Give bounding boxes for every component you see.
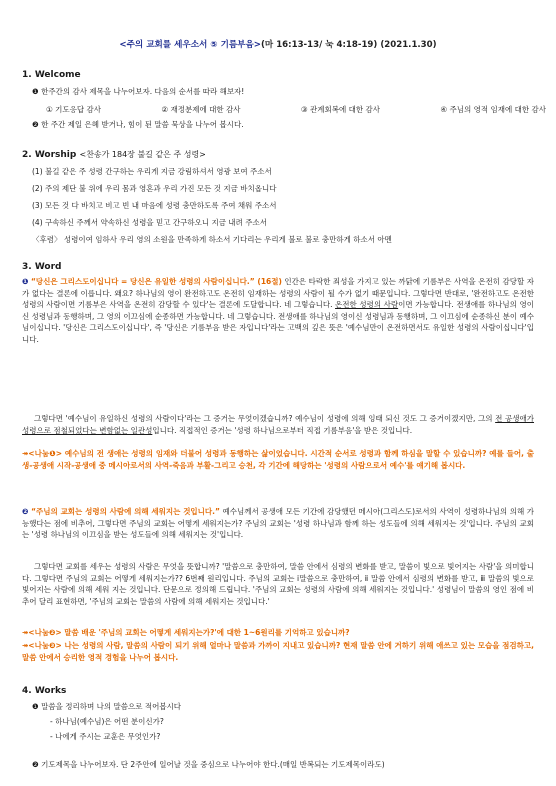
word-point-2 [22, 506, 534, 541]
works-question-2: - 나에게 주시는 교훈은 무엇인가? [50, 732, 161, 741]
works-question-1: - 하나님(예수님)은 어떤 분이신가? [50, 717, 164, 726]
point-1-text-a: 인간은 타락한 죄성을 가지고 있는 까닭에 기름부은 사역을 온전히 감당할 자가 없다는 결론에 이릅니다. 왜요? 하나님의 영이 완전하고도 온전히 임재하는 성령의 사람이 될 수가 없기 때문입니다. 그렇다면 반대로, '완전하고도 온전한 성령의 사람이면 기름부은 사역을 온전히 감당할 수 있다'는 결론에 도달합니다. 네 그렇습니다. [22, 277, 534, 310]
point-2-quote: “주님의 교회는 성령의 사람에 의해 세워지는 것입니다.” [31, 507, 220, 516]
welcome-option: ④ 주님의 영적 임재에 대한 감사 [440, 105, 546, 114]
point-2-marker: ❷ [22, 507, 29, 516]
welcome-line-2: ❷ 한 주간 제일 은혜 받거나, 힘이 된 말씀 묵상을 나누어 봅시다. [32, 120, 244, 129]
welcome-option: ① 기도응답 감사 [46, 105, 101, 114]
point-1-text-c: 그렇다면 '예수님이 유일하신 성령의 사람이다'라는 그 증거는 무엇이겠습니까? 예수님이 성령에 의해 잉태 되신 것도 그 증거이겠지만, 그의 [34, 414, 496, 423]
title-reference: (마 16:13-13/ 눅 4:18-19) (2021.1.30) [260, 40, 437, 50]
works-line-2: ❷ 기도제목을 나누어보자. 단 2주안에 일어날 것을 중심으로 나누어야 한다.(매일 반복되는 기도제목이라도) [32, 760, 385, 769]
word-point-1 [22, 276, 534, 346]
welcome-option: ② 재정분제에 대한 감사 [161, 105, 241, 114]
word-heading: 3. Word [22, 262, 62, 272]
worship-heading-text: 2. Worship [22, 150, 77, 160]
welcome-options [46, 104, 546, 115]
works-heading: 4. Works [22, 686, 67, 696]
point-1-text-b: 이면 가능합니다. 전생애를 하나님의 영이신 성령님과 동행하며, 그 영의 이끄심에 순종하면 가능합니다. 네 그렇습니다. 전생애를 하나님의 영이신 성령님과 동행하며, 그 이끄심에 순종하신 분이 예수님이십니다. '당신은 그리스도이십니다', 즉 '당신은 기름부음 받은 자입니다'라는 고백의 깊은 뜻은 '예수님만이 온전하면서도 유일한 성령의 사람이십니다'입니다. [22, 300, 534, 344]
point-1-text-d: 입니다. 직접적인 증거는 '성령 하나님으로부터 직접 기름부음'을 받은 것입니다. [152, 425, 413, 435]
welcome-line-1: ❶ 한주간의 감사 제목을 나누어보자. 다음의 순서를 따라 해보자! [32, 87, 245, 96]
welcome-option: ③ 관계회복에 대한 감사 [300, 105, 380, 114]
hymn-chorus: 〈후렴〉 성령이여 임하사 우리 영의 소원을 만족하게 하소서 기다리는 우리게 불로 불로 충만하게 하소서 아멘 [32, 235, 392, 244]
share-note-1: ↠<나눔❶> 예수님의 전 생애는 성령의 임재와 더불어 성령과 동행하는 삶이었습니다. 시간적 순서로 성령과 함께 하심을 말할 수 있습니까? 예를 들어, 출생-공생애 시작-공생애 중 메시아로서의 사역-죽음과 부활-그리고 승천, 각 기간에 해당하는 '성령의 사람으로서 예수'를 얘기해 봅시다. [22, 449, 534, 470]
hymn-verse-3: (3) 모든 것 다 바치고 비고 빈 내 마음에 성령 충만하도록 주여 채워 주소서 [32, 201, 277, 210]
works-line-1: ❶ 말씀을 정리하며 나의 말씀으로 적어봅시다 [32, 702, 182, 711]
share-note-3: ↠<나눔❸> 나는 성령의 사람, 말씀의 사람이 되기 위해 얼마나 말씀과 가까이 지내고 있습니까? 현재 말씀 안에 거하기 위해 애쓰고 있는 모습을 점검하고, 말씀 안에서 승리한 영적 경험을 나누어 봅시다. [22, 641, 534, 662]
worship-heading [22, 149, 206, 160]
worship-hymn: <찬송가 184장 불길 같은 주 성령> [79, 150, 206, 159]
hymn-verse-1: (1) 불길 같은 주 성령 간구하는 우리게 지금 강림하셔서 영광 보여 주소서 [32, 167, 272, 176]
point-1-quote: “당신은 그리스도이십니다 = 당신은 유일한 성령의 사람이십니다.” (16절) [30, 277, 282, 286]
point-1-underline-2: 전 공생애가 성령으로 점철되었다는 변함없는 일관성 [22, 414, 535, 435]
welcome-heading: 1. Welcome [22, 70, 81, 80]
point-1-underline-1: 온전한 성령의 사람 [335, 300, 399, 310]
word-point-2-detail: 그렇다면 교회를 세우는 성령의 사람은 무엇을 뜻합니까? '말씀으로 충만하여, 말씀 안에서 심령의 변화를 받고, 말씀이 빛으로 빛어지는 사람'을 의미합니다. 그렇다면 주님의 교회는 어떻게 세워지는가?? 6번째 원리입니다. 주님의 교회는 ⅰ말씀으로 충만하여, ⅱ 말씀 안에서 심령의 변화를 받고, ⅲ 말씀의 빛으로 빛어지는 사람에 의해 세워 지는 것입니다. 단문으로 정의해 드립니다. '주님의 교회는 성령의 사람에 의해 세워지는 것입니다.' 성령님이 말씀의 영인 점에 비추어 달리 표현하면, '주님의 교회는 말씀의 사람에 의해 세워지는 것입니다.' [22, 562, 534, 606]
hymn-verse-4: (4) 구속하신 주께서 약속하신 성령을 믿고 간구하오니 지금 내려 주소서 [32, 218, 267, 227]
share-note-2: ↠<나눔❷> 말씀 배운 '주님의 교회는 어떻게 세워지는가?'에 대한 1~6원리를 기억하고 있습니까? [22, 628, 350, 637]
page-title [0, 38, 556, 50]
point-1-marker: ❶ [22, 277, 29, 286]
word-point-1-evidence [22, 413, 534, 436]
title-main: <주의 교회를 세우소서 ⑤ 기름부음> [119, 40, 261, 50]
hymn-verse-2: (2) 주의 제단 불 위에 우리 몸과 영혼과 우리 가진 모든 것 지금 바치옵니다 [32, 184, 277, 193]
point-2-text-a: 예수님께서 공생애 모든 기간에 감당했던 메시아(그리스도)로서의 사역이 성령하나님의 의해 가능했다는 점에 비추어, 그렇다면 주님의 교회는 어떻게 세워지는가? 주님의 교회는 '성령 하나님과 함께 하는 성도들에 의해 세워지는 것'입니다. 주님의 교회는 '성령 하나님의 이끄심을 받는 성도들에 의해 세워지는 것'입니다. [22, 507, 534, 540]
